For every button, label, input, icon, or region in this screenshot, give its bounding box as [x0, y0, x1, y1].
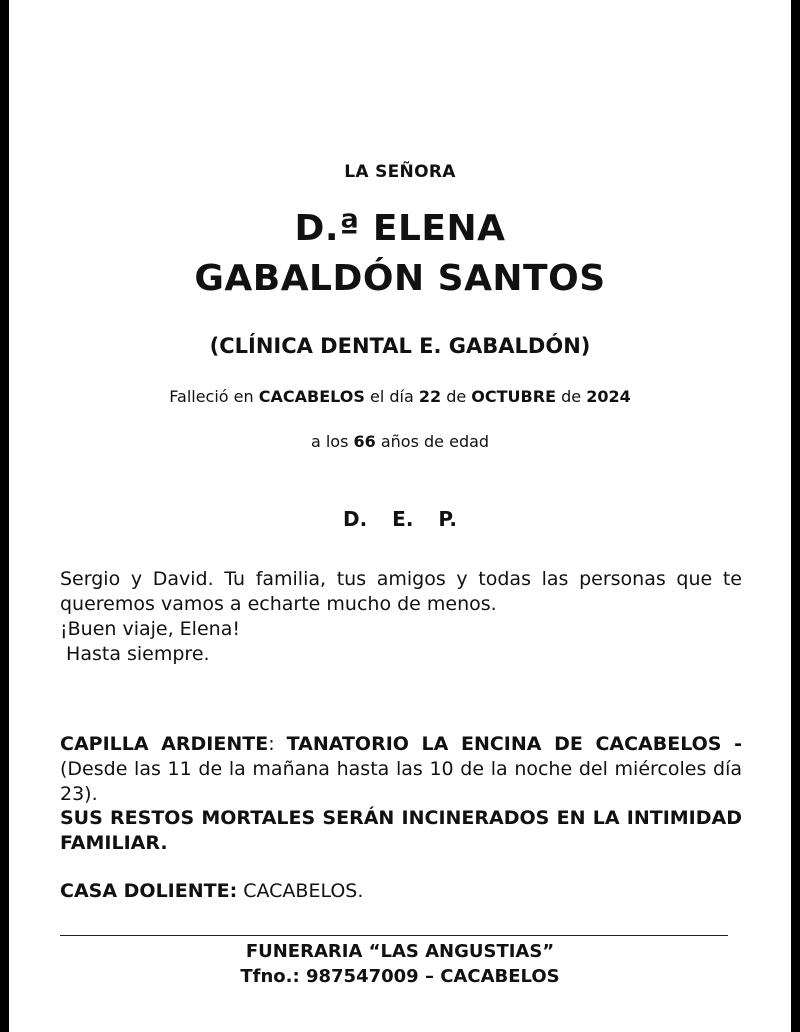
death-place: CACABELOS — [258, 387, 365, 406]
death-day: 22 — [418, 387, 442, 406]
age-suffix: años de edad — [380, 432, 490, 451]
funeral-home-phone: Tfno.: 987547009 – CACABELOS — [240, 966, 560, 987]
chapel-info — [60, 732, 742, 807]
chapel-label: CAPILLA ARDIENTE — [60, 733, 269, 755]
funeral-home-name: FUNERARIA “LAS ANGUSTIAS” — [245, 941, 555, 962]
age-prefix: a los — [310, 432, 349, 451]
mourning-house-value: CACABELOS. — [237, 880, 364, 902]
family-message-closing: Hasta siempre. — [60, 643, 210, 665]
deceased-name-line1: D.ª ELENA — [294, 208, 506, 249]
family-message-paragraph: Sergio y David. Tu familia, tus amigos y todas las personas que te queremos vamos a echarte mucho de menos. — [60, 568, 742, 615]
clinic-name: (CLÍNICA DENTAL E. GABALDÓN) — [209, 334, 591, 358]
rip-initials: D. E. P. — [343, 507, 457, 531]
divider — [60, 935, 728, 936]
age-details — [9, 432, 791, 451]
deceased-name-line2: GABALDÓN SANTOS — [194, 258, 606, 299]
death-prefix: Falleció en — [169, 387, 254, 406]
honorific: LA SEÑORA — [344, 162, 456, 182]
death-details — [9, 387, 791, 406]
death-year: 2024 — [586, 387, 631, 406]
remains-notice: SUS RESTOS MORTALES SERÁN INCINERADOS EN LA INTIMIDAD FAMILIAR. — [60, 807, 742, 854]
deceased-name — [9, 204, 791, 304]
obituary-sheet — [9, 0, 791, 1032]
family-message — [60, 567, 742, 667]
mourning-house — [60, 879, 742, 904]
chapel-place: TANATORIO LA ENCINA DE CACABELOS - — [286, 733, 742, 755]
family-message-farewell: ¡Buen viaje, Elena! — [60, 618, 240, 640]
death-year-prefix: de — [561, 387, 582, 406]
mourning-house-label: CASA DOLIENTE: — [60, 880, 238, 902]
death-month-prefix: de — [446, 387, 467, 406]
death-month: OCTUBRE — [471, 387, 556, 406]
chapel-colon: : — [268, 733, 287, 755]
age-years: 66 — [353, 432, 376, 451]
death-day-prefix: el día — [369, 387, 414, 406]
chapel-details: (Desde las 11 de la mañana hasta las 10 de la noche del miércoles día 23). — [60, 758, 742, 805]
